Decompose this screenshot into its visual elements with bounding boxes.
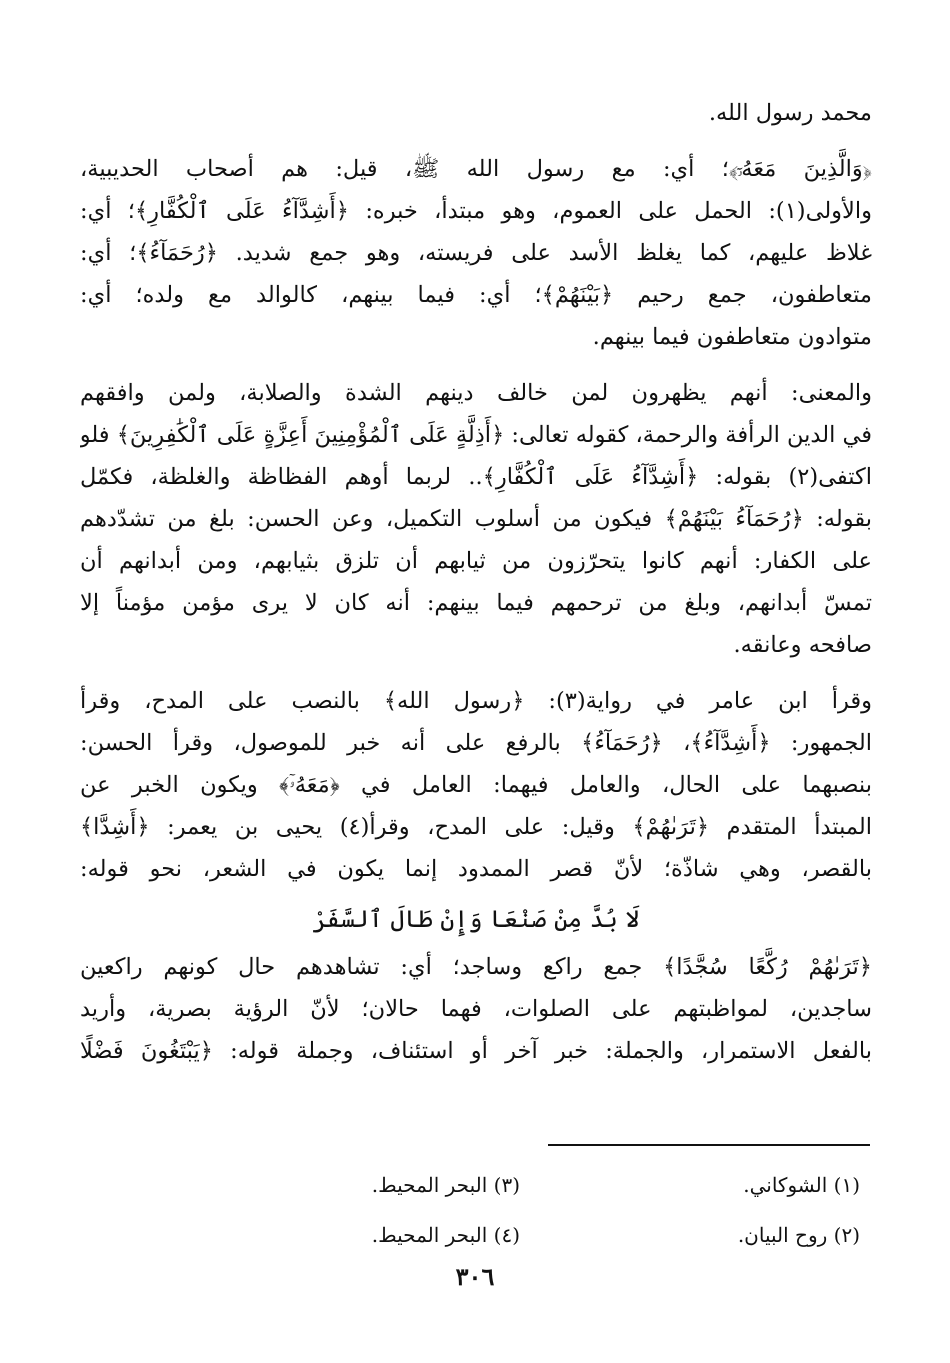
footnote-2: (٢) روح البيان. (737, 1223, 860, 1247)
paragraph-3 (80, 680, 872, 890)
paragraph-line: في الدين الرأفة والرحمة، كقوله تعالى: ﴿أَذِلَّةٍ عَلَى ٱلْمُؤْمِنِينَ أَعِزَّةٍ عَلَى ٱلْكَٰفِرِينَ﴾ فلو (80, 422, 872, 448)
paragraph-line: ﴿تَرَىٰهُمْ رُكَّعًا سُجَّدًا﴾ جمع راكع وساجد؛ أي: تشاهدهم حال كونهم راكعين (80, 954, 872, 980)
footnote-row (180, 1160, 860, 1210)
poetry-verse: لَا بُدَّ مِنْ صَنْعَا وَإِنْ طَالَ ٱلسَّفَرْ (312, 905, 640, 933)
footnote-4: (٤) البحر المحيط. (371, 1223, 520, 1247)
paragraph-line: والمعنى: أنهم يظهرون لمن خالف دينهم الشدة والصلابة، ولمن وافقهم (80, 380, 872, 406)
paragraph-line: بقوله: ﴿رُحَمَآءُ بَيْنَهُمْ﴾ فيكون من أسلوب التكميل، وعن الحسن: بلغ من تشدّدهم (80, 506, 872, 532)
paragraph-line: وقرأ ابن عامر في رواية(٣): ﴿رسول الله﴾ بالنصب على المدح، وقرأ (80, 688, 872, 714)
paragraph-line: متعاطفون، جمع رحيم ﴿بَيْنَهُمْ﴾؛ أي: فيما بينهم، كالوالد مع ولده؛ أي: (80, 282, 872, 308)
paragraph-line: بنصبهما على الحال، والعامل فيهما: العامل في ﴿مَعَهُۥٓ﴾ ويكون الخبر عن (80, 772, 872, 798)
paragraph-line: ﴿وَالَّذِينَ مَعَهُۥٓ﴾؛ أي: مع رسول الله ﷺ، قيل: هم أصحاب الحديبية، (80, 156, 872, 182)
page-body (80, 92, 872, 1072)
paragraph-line: والأولى(١): الحمل على العموم، وهو مبتدأ، خبره: ﴿أَشِدَّآءُ عَلَى ٱلْكُفَّارِ﴾؛ أي: (80, 198, 872, 224)
paragraph-line: متوادون متعاطفون فيما بينهم. (592, 324, 872, 350)
paragraph-4 (80, 946, 872, 1072)
paragraph-line: صافحه وعانقه. (733, 632, 872, 658)
paragraph-line: غلاظ عليهم، كما يغلظ الأسد على فريسته، وهو جمع شديد. ﴿رُحَمَآءُ﴾؛ أي: (80, 240, 872, 266)
paragraph-1 (80, 148, 872, 358)
paragraph-2 (80, 372, 872, 666)
paragraph-line: بالفعل الاستمرار، والجملة: خبر آخر أو استئناف، وجملة قوله: ﴿يَبْتَغُونَ فَضْلًا (80, 1038, 872, 1064)
paragraph-line: بالقصر، وهي شاذّة؛ لأنّ قصر الممدود إنما يكون في الشعر، نحو قوله: (80, 856, 872, 882)
paragraph-line: على الكفار: أنهم كانوا يتحرّزون من ثيابهم أن تلزق بثيابهم، ومن أبدانهم أن (80, 548, 872, 574)
footnote-row (180, 1210, 860, 1260)
footnotes (180, 1160, 860, 1260)
paragraph-line: المبتدأ المتقدم ﴿تَرَىٰهُمْ﴾ وقيل: على المدح، وقرأ(٤) يحيى بن يعمر: ﴿أَشِدَّا﴾ (80, 814, 872, 840)
footnote-1: (١) الشوكاني. (743, 1173, 860, 1197)
paragraph-line: اكتفى(٢) بقوله: ﴿أَشِدَّآءُ عَلَى ٱلْكُفَّارِ﴾.. لربما أوهم الفظاظة والغلظة، فكمّل (80, 464, 872, 490)
paragraph-line: الجمهور: ﴿أَشِدَّآءُ﴾، ﴿رُحَمَآءُ﴾ بالرفع على أنه خبر للموصول، وقرأ الحسن: (80, 730, 872, 756)
paragraph-line: تمسّ أبدانهم، وبلغ من ترحمهم فيما بينهم: أنه كان لا يرى مؤمن مؤمناً إلا (80, 590, 872, 616)
paragraph-line: ساجدين، لمواظبتهم على الصلوات، فهما حالان؛ لأنّ الرؤية بصرية، وأريد (80, 996, 872, 1022)
page-number: ٣٠٦ (455, 1262, 495, 1291)
footnote-3: (٣) البحر المحيط. (371, 1173, 520, 1197)
footnote-separator (548, 1144, 870, 1146)
intro-line: محمد رسول الله. (708, 100, 872, 126)
